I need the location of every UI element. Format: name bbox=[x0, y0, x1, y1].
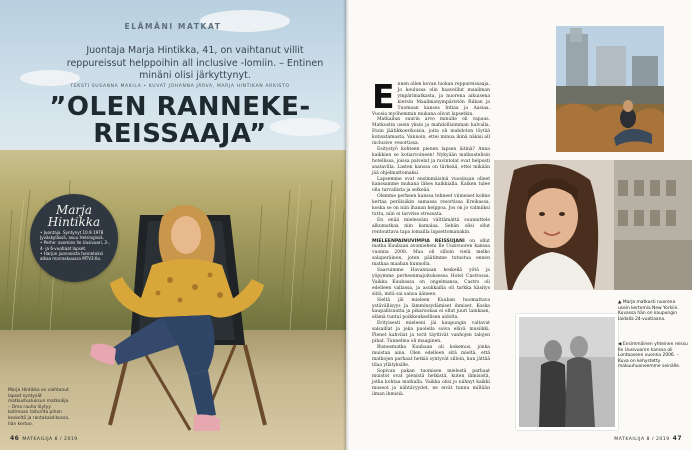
caption-arrow-icon: ◀ bbox=[618, 342, 623, 347]
badge-facts bbox=[40, 230, 110, 261]
headline-line: ”OLEN RANNEKE- bbox=[49, 92, 311, 122]
paragraph-text: on ollut matka Kuubaan avomieheni Ile Uusivuoren kanssa vuonna 2008. Maa oli silloin vielä melko salaperäinen, joten päätimme tutustua ennen matkaa maahan kunnolla. bbox=[372, 238, 490, 268]
badge-fact: • Harjun juonnoista tunnetuksi alkaa marraskuussa MTV3:lla. bbox=[40, 251, 110, 261]
body-paragraph: Matkailun suurin arvo minulle oli vapaus. Matkustin usein yksin ja mahdollisimman halvalla. Etsin jäätikkoerikoisia, joita oli mahdoton löytää kotisatamasta. Vannoin, ettei minua ikinä näkisi all inclusive -resortissa. bbox=[372, 117, 490, 147]
new-york-photo bbox=[556, 26, 664, 152]
badge-name-line: Hintikka bbox=[47, 215, 101, 229]
body-paragraph: Esitystyö kohteen pienen lapsen äitinä? Anna kaikkien se kotiarvoineen! Nykyään matkustelisin hotellissa, joissa palvelut ja ravintolat ovat helposti saatavilla. Lasten kanssa on tärkeää, ettei mikään jää ohjelmattomaksi. bbox=[372, 146, 490, 176]
folio-text: MATKAILIJA 8 / 2019 bbox=[614, 437, 670, 442]
profile-badge bbox=[30, 194, 118, 282]
colosseum-photo bbox=[614, 160, 692, 290]
body-paragraph: Sieltä jäi mieleen Kuuban huomattava ystävällisyys ja lämminsydämiset ihmiset. Koska kaupallisuutta ja pikaruokaa ei ollut juuri lainkaan, elämä tuntui poikkeuksellisen aidolta. bbox=[372, 297, 490, 321]
body-column-1 bbox=[372, 77, 490, 398]
portrait-photo-image bbox=[494, 160, 614, 290]
article-deck: Juontaja Marja Hintikka, 41, on vaihtanut villit reppureissut helppoihin all inclusive -lomiin. – Entinen minäni olisi järkyttynyt. bbox=[66, 45, 324, 81]
badge-fact: • Juontaja. Syntynyt 10.9.1978 Jyväskylässä, asuu Helsingissä. bbox=[40, 230, 110, 240]
photo-caption bbox=[618, 342, 688, 370]
article-headline bbox=[20, 94, 340, 148]
colosseum-photo-image bbox=[614, 160, 692, 290]
body-paragraph: Sopivan pakan tuomisen mielestä parhaat muistot ovat pienistä hetkistä, kuten ihmisistä, jotka kohtaa matkalla. Vaikka olisi jo nähnyt kaikki museot ja nähtävyydet, ne eivät tunnu miltään ilman ihmisiä. bbox=[372, 368, 490, 398]
portrait-photo bbox=[494, 160, 614, 290]
body-paragraph: Bisnesmatka Kuubaan oli kokemus, jonka muistan aina. Olen edelleen sitä mieltä, että matkojen parhaat hetkiä syntyvät silloin, kun jättää tilaa yllätyksille. bbox=[372, 344, 490, 368]
photo-caption: Marja Hintikka on vaihtanut lapset syntyvät matkustusluksun matkailija. – Oma rauha löytyy kotimaan laiturilta pihan keskeltä ja rantakaislikossa, hän kertoo. bbox=[8, 388, 70, 427]
badge-name bbox=[30, 204, 118, 228]
body-paragraph: Erityisesti mieleeni jäi kaupungin valtavat salsaillat ja joka puolella soiva elävä musiikki. Pienet kahvilat ja torit täyttivät vanhojen talojen pihat. Tunnelma oli maaginen. bbox=[372, 321, 490, 344]
page-number: 47 bbox=[672, 435, 682, 442]
badge-fact: • Perhe: avomies Ile Uusivuori, 2-, 4- ja 6-vuotiaat lapset. bbox=[40, 240, 110, 250]
spread-gutter bbox=[343, 0, 349, 450]
body-paragraph: En enää mielessäni välttämättä suunnittele alkumatkaa niin kamalaa. Sehän olisi ollut rentouttava tapa lomailla lapsettomanakin. bbox=[372, 217, 490, 235]
drop-cap: E bbox=[372, 77, 395, 116]
folio-text: MATKAILIJA 8 / 2019 bbox=[22, 437, 78, 442]
couple-photo-image bbox=[519, 317, 615, 427]
caption-text: Ensimmäinen yhteinen reissu Ile Uusivuoren kanssa oli Lontooseen vuonna 2006. – Kuva on kehystetty makuuhuoneemme seinälle. bbox=[618, 342, 688, 370]
photo-caption bbox=[618, 300, 688, 322]
body-paragraph: Lapsemme ovat ensimmäisinä vuosinaan olleet kanssamme mukana lähes kaikkialla. Kaiken tulee olla turvallista ja selkeää. bbox=[372, 176, 490, 194]
page-number: 46 bbox=[10, 435, 20, 442]
body-paragraph: Olemme perheen kanssa tehneet viimeiset kolme kertaa perilisäkin samassa resortissa Kreikassa, koska se on niin ihanan helppoa. Jos on jo valmiiksi tuttu, niin ei tarvitse stressata. bbox=[372, 194, 490, 217]
section-kicker: ELÄMÄNI MATKAT bbox=[124, 22, 222, 31]
new-york-photo-image bbox=[556, 26, 664, 152]
subhead: MIELEENPAINUVIMPIA REISSUJANI bbox=[372, 238, 465, 244]
article-credits: TEKSTI SUSANNA MAKILA • KUVAT JOHANNA JÄRVA, MARJA HINTIKAN ARKISTO bbox=[70, 84, 290, 89]
page-folio bbox=[10, 435, 78, 442]
body-paragraph: Saavuimme Havannaan keskellä yötä ja yöpymme perheenmajoituksessa Hotel Castrossa. Vaikka Kuubassa on ongelmansa, Castro oli edelleen vallassa, ja asukkailla oli tarkka käsitys siitä, mitä sai sanoa ääneen. bbox=[372, 268, 490, 297]
page-folio bbox=[614, 435, 682, 442]
badge-name-line: Marja bbox=[55, 203, 93, 217]
caption-arrow-icon: ▲ bbox=[618, 300, 623, 305]
body-paragraph bbox=[372, 77, 490, 117]
paragraph-text: nnen ollen kovan luokan reppureissaaja. Jo koulussa olin haaveillut maailman ympärimatkasta, ja nuorena aikuisena kiersin Maailmanympäristön Riikan ja Tuomaan kanssa Intiaa ja Aasiaa. Vuosia myöhemmin mukana olivat lapsetkin. bbox=[372, 82, 490, 117]
headline-line: REISSAAJA” bbox=[93, 119, 267, 149]
couple-photo bbox=[516, 314, 618, 430]
body-paragraph bbox=[372, 239, 490, 269]
caption-text: Marja matkusti nuorena usein kertomia New Yorkiin. Kuvassa hän on kaupungin laidalla 24-vuotiaana. bbox=[618, 300, 679, 322]
